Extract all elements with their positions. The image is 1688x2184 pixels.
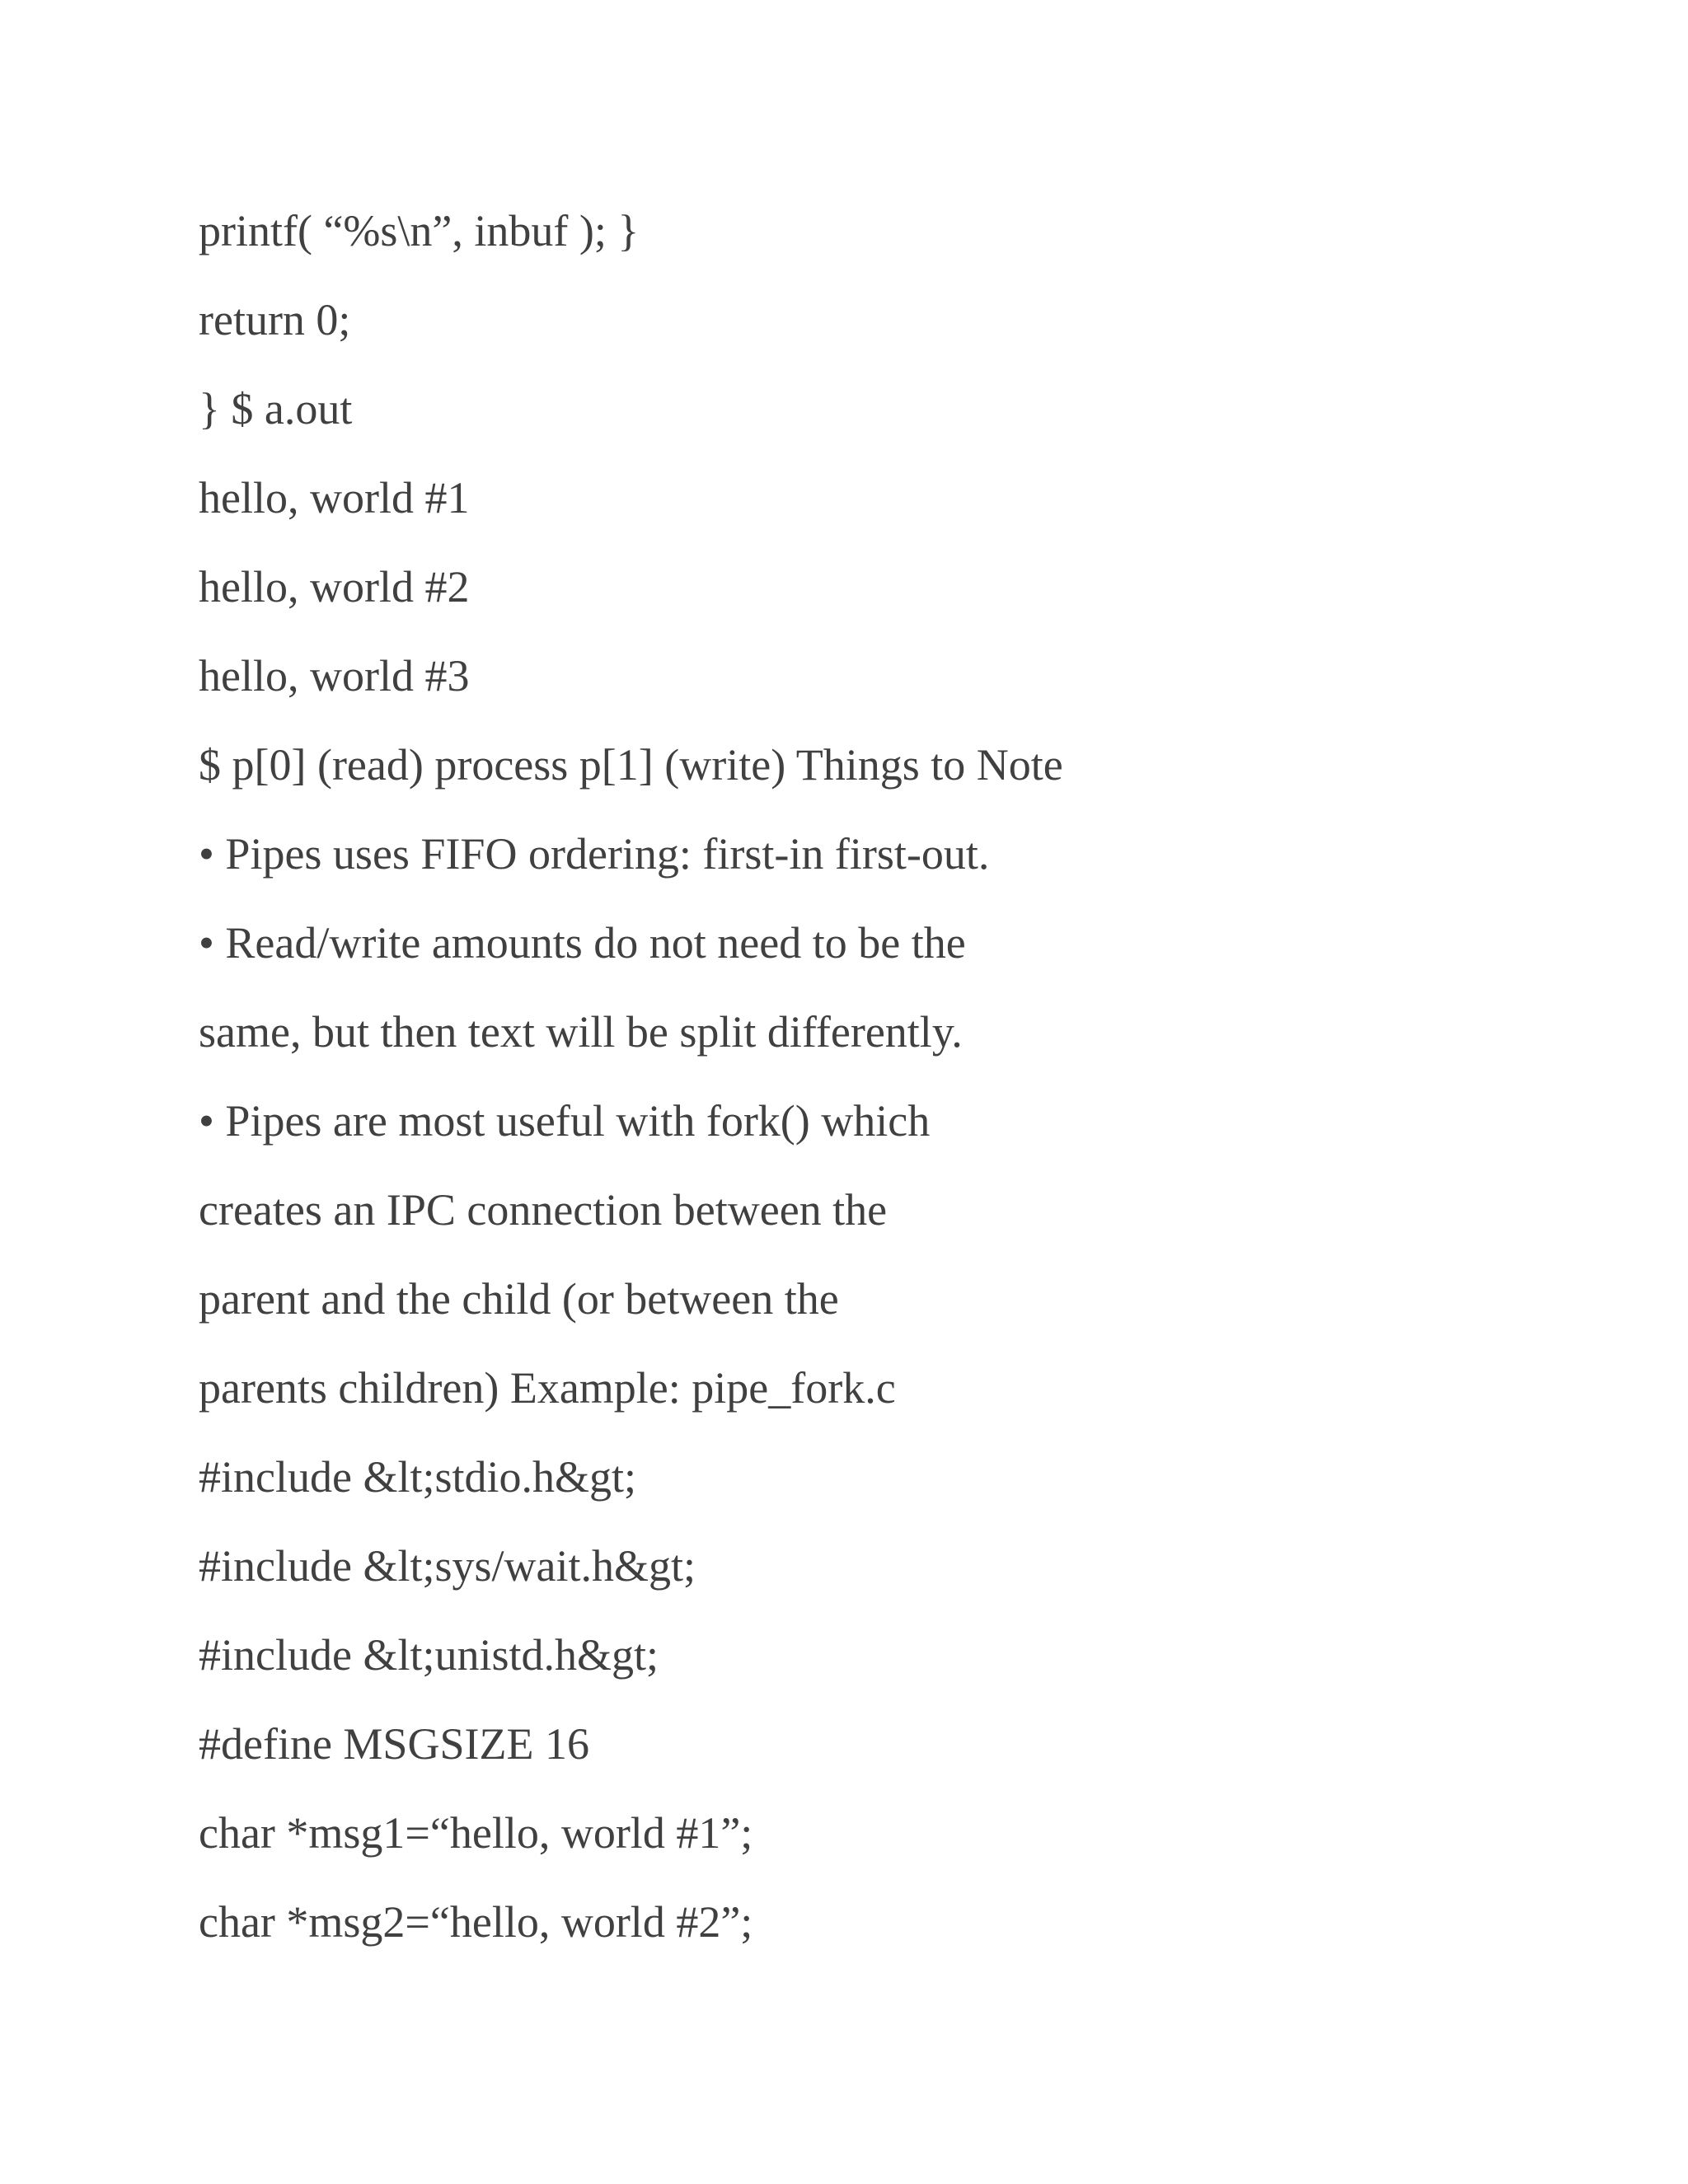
- code-line: return 0;: [199, 295, 351, 344]
- output-line: hello, world #1: [199, 473, 470, 523]
- text-line: same, but then text will be split differently.: [199, 1007, 963, 1057]
- output-line: hello, world #2: [199, 562, 470, 612]
- text-line: $ p[0] (read) process p[1] (write) Things to Note: [199, 740, 1063, 790]
- text-line: creates an IPC connection between the: [199, 1185, 888, 1235]
- code-line: #include &lt;sys/wait.h&gt;: [199, 1541, 696, 1591]
- document-body: [199, 186, 1063, 1966]
- code-line: printf( “%s\n”, inbuf ); }: [199, 206, 640, 255]
- code-line: #define MSGSIZE 16: [199, 1719, 589, 1769]
- code-line: char *msg2=“hello, world #2”;: [199, 1897, 753, 1947]
- bullet-line: • Pipes uses FIFO ordering: first-in first-out.: [199, 829, 990, 879]
- bullet-line: • Read/write amounts do not need to be the: [199, 918, 966, 968]
- code-line: char *msg1=“hello, world #1”;: [199, 1808, 753, 1858]
- text-line: parent and the child (or between the: [199, 1274, 839, 1324]
- bullet-line: • Pipes are most useful with fork() which: [199, 1096, 931, 1146]
- code-line: #include &lt;stdio.h&gt;: [199, 1452, 636, 1502]
- output-line: hello, world #3: [199, 651, 470, 701]
- code-line: #include &lt;unistd.h&gt;: [199, 1630, 659, 1680]
- text-line: parents children) Example: pipe_fork.c: [199, 1363, 896, 1413]
- terminal-line: } $ a.out: [199, 384, 353, 434]
